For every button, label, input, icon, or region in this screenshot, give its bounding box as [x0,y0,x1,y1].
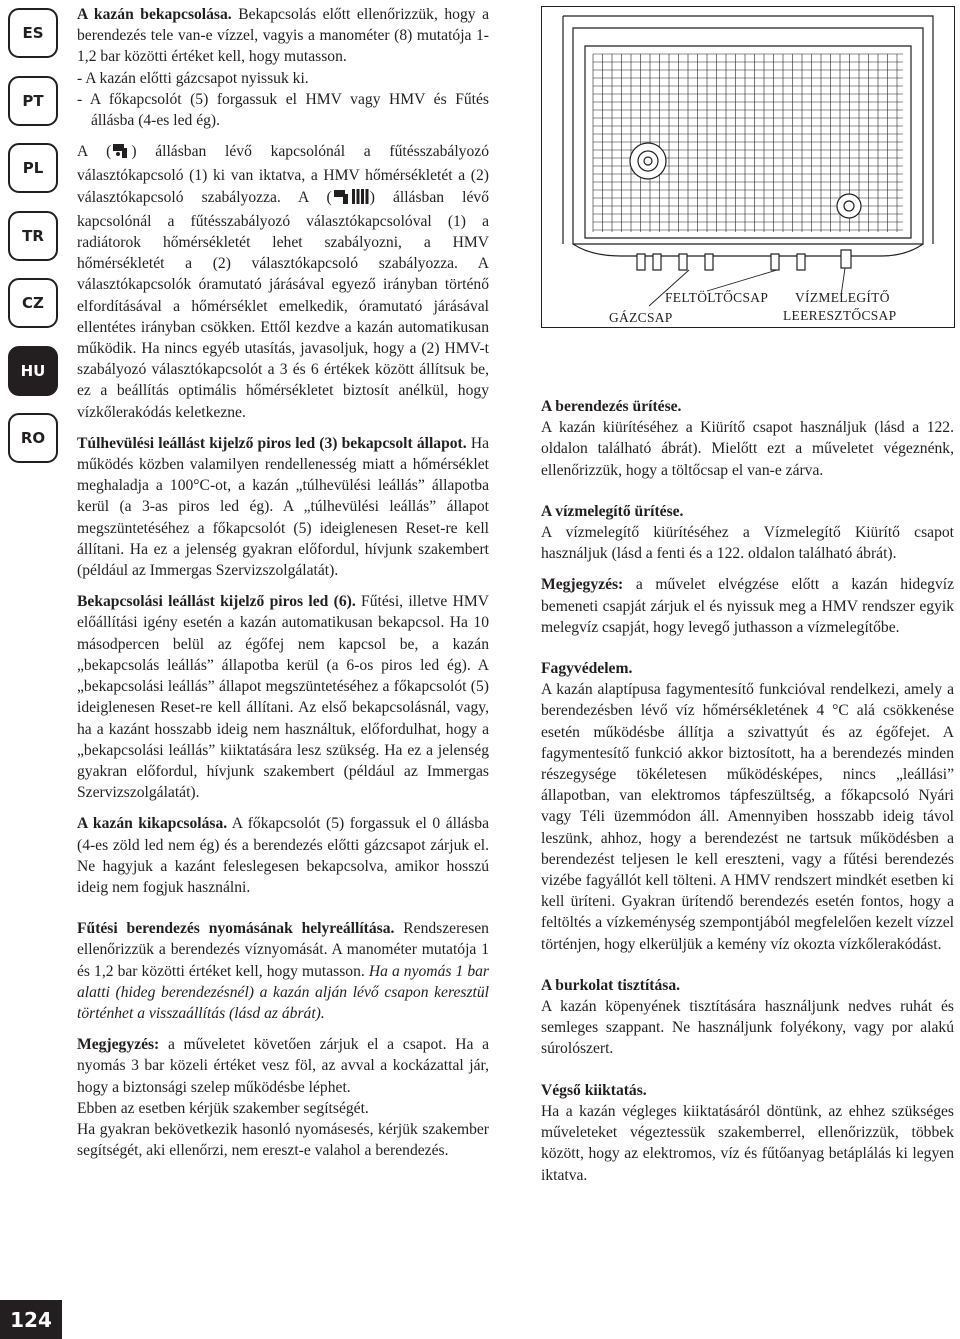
language-tabs [8,8,60,481]
paragraph-startup: A kazán bekapcsolása. Bekapcsolás előtt ellenőrizzük, hogy a berendezés tele van-e vízzel, vagyis a manométer (8) mutatója 1-1,2 bar közötti értéket kell, hogy mutasson. [77,6,489,66]
paragraph-ignition-lock: Bekapcsolási leállást kijelző piros led (6). Fűtési, illetve HMV előállítási igény esetén a kazán automatikusan bekapcsol. Ha 10 másodpercen belül az égőfej nem kapcsol be, a kazán „bekapcsolás leállás” állapotba kerül (a 6-os piros led ég). A „bekapcsolási leállás” állapot megszüntetéséhez a főkapcsolót (5) ideiglenesen Reset-re kell állítani. Az első bekapcsolásnál, vagy, ha a kazánt hosszabb ideig nem használtuk, előfordulhat, hogy a „bekapcsolási leállás” kiiktatására lesz szükség. Ha ez a jelenség gyakran előfordul, hívjunk szakembert (például az Immergas Szervizszolgálatát). [77,593,490,802]
tap-radiator-icon [332,188,370,211]
left-column [77,4,489,1161]
list-item: - A kazán előtti gázcsapot nyissuk ki. [77,69,309,87]
tab-es[interactable]: ES [8,8,58,58]
section-title: A burkolat tisztítása. [541,976,681,994]
tab-pl[interactable]: PL [8,143,58,193]
section-text: A kazán kiürítéséhez a Kiürítő csapot használjuk (lásd a 122. oldalon található ábrát). Mielőtt ezt a műveletet végeznénk, ellenőrizzük, hogy a töltőcsap el van-e zárva. [541,419,954,479]
right-column [541,396,954,1186]
paragraph-pressure: Fűtési berendezés nyomásának helyreállítása. Rendszeresen ellenőrizzük a berendezés víznyomását. A manométer mutatója 1 és 1,2 bar közötti értéket kell, hogy mutasson. Ha a nyomás 1 bar alatti (hideg berendezésnél) a kazán alján lévő csapon keresztül történhet a visszaállítás (lásd az ábrát). [77,920,489,1022]
label-fill-tap: FELTÖLTŐCSAP [665,290,769,305]
section-title: A vízmelegítő ürítése. [541,502,684,520]
section-title: Fagyvédelem. [541,660,633,678]
section-note: Megjegyzés: a művelet elvégzése előtt a kazán hidegvíz bemeneti csapját zárjuk el és nyissuk meg a HMV rendszer egyik melegvíz csapját, hogy levegő juthasson a vízmelegítőbe. [541,576,954,636]
paragraph-switch: A ( ) állásban lévő kapcsolónál a fűtésszabályozó választókapcsoló (1) ki van iktatva, a HMV hőmérsékletét a (2) választókapcsoló szabályozza. A ( ) állásban lévő kapcsolónál a fűtésszabályozó választókapcsolóval (1) a radiátorok hőmérsékletét lehet szabályozni, a HMV hőmérsékletét a (2) választókapcsoló szabályozza. A választókapcsolók óramutató járásával egyező irányban történő elfordításával a hőmérséklet emelkedik, óramutató járásával ellentétes irányban csökken. Ettől kezdve a kazán automatikusan működik. Ha nincs egyéb utasítás, javasoljuk, hogy a (2) HMV-t szabályozó választókapcsolót a 3 és 6 értékek között állítsuk be, ez a beállítás optimális hőmérsékletet biztosít anélkül, hogy vízkőlerakódás keletkezne. [77,143,489,421]
label-drain-tap-1: VÍZMELEGÍTŐ [795,290,890,305]
boiler-figure [541,6,955,328]
paragraph-overheat: Túlhevülési leállást kijelző piros led (3) bekapcsolt állapot. Ha működés közben valamilyen rendellenesség miatt a hőmérséklet meghaladja a 100°C-ot, a kazán „túlhevülési leállás” állapotba kerül (a 3-as piros led ég). A „túlhevülési leállás” állapot megszüntetéséhez a főkapcsolót (5) ideiglenesen Reset-re kell állítani. Ha ez a jelenség gyakran előfordul, hívjunk szakembert (például az Immergas Szervizszolgálatát). [77,434,489,580]
tab-hu[interactable]: HU [8,346,58,396]
label-gas-tap: GÁZCSAP [609,310,673,325]
tab-tr[interactable]: TR [8,211,58,261]
section-text: A kazán köpenyének tisztítására használjunk nedves ruhát és semleges szappant. Ne használjunk folyékony, vagy por alakú súrolószert. [541,998,954,1058]
tab-ro[interactable]: RO [8,413,58,463]
boiler-drawing [541,6,955,328]
section-text: A kazán alaptípusa fagymentesítő funkcióval rendelkezi, amely a berendezésben lévő víz hőmérsékletének 4 °C alá csökkenése esetén működésbe állítja a szivattyút és az égőfejet. A fagymentesítő funkció akkor biztosított, ha a berendezés minden részegysége tökéletesen működésképes, nincs „leállási” állapotban, van elektromos tápfeszültség, a főkapcsoló Nyári vagy Téli üzemmódon áll. Amennyiben hosszabb ideig távol leszünk, ahhoz, hogy a berendezést ne tartsuk működésben a berendezést teljesen le kell ereszteni, vagy a fűtési berendezés vizébe fagyállót kell tölteni. A HMV rendszert mindkét esetben ki kell üríteni. Gyakran ürítendő berendezés esetén fontos, hogy a feltöltés a vízkeménység szempontjából megfelelően kezelt vízzel történjen, hogy elkerüljük a kemény víz okozta vízkőlerakódást. [541,681,954,953]
section-text: Ha a kazán végleges kiiktatásáról döntünk, az ehhez szükséges műveleteket végeztessük szakemberrel, ellenőrizzük, többek között, hogy az elektromos, víz és fűtőanyag betáplálás ki legyen iktatva. [541,1102,954,1184]
paragraph-note: Megjegyzés: a műveletet követően zárjuk el a csapot. Ha a nyomás 3 bar közeli értéket vesz föl, az avval a kockázattal jár, hogy a biztonsági szelep működésbe léphet. [77,1036,489,1096]
section-text: A vízmelegítő kiürítéséhez a Vízmelegítő Kiürítő csapot használjuk (lásd a fenti és a 122. oldalon található ábrát). [541,524,954,563]
page-number: 124 [0,1300,62,1339]
section-title: A berendezés ürítése. [541,398,682,415]
paragraph-note-line: Ebben az esetben kérjük szakember segítségét. [77,1099,369,1117]
list-item: - A főkapcsolót (5) forgassuk el HMV vagy HMV és Fűtés állásba (4-es led ég). [77,90,489,130]
paragraph-shutdown: A kazán kikapcsolása. A főkapcsolót (5) forgassuk el 0 állásba (4-es zöld led nem ég) és a berendezés előtti gázcsapot zárjuk el. Ne hagyjuk a kazánt feleslegesen bekapcsolva, amikor hosszú ideig nem fogjuk használni. [77,815,489,896]
section-title: Végső kiiktatás. [541,1081,647,1099]
paragraph-note-line: Ha gyakran bekövetkezik hasonló nyomásesés, kérjük szakember segítségét, aki ellenőrzi, nem ereszt-e valahol a berendezés. [77,1120,489,1160]
label-drain-tap-2: LEERESZTŐCSAP [783,308,897,323]
tab-cz[interactable]: CZ [8,278,58,328]
tab-pt[interactable]: PT [8,76,58,126]
tap-icon [111,142,131,165]
